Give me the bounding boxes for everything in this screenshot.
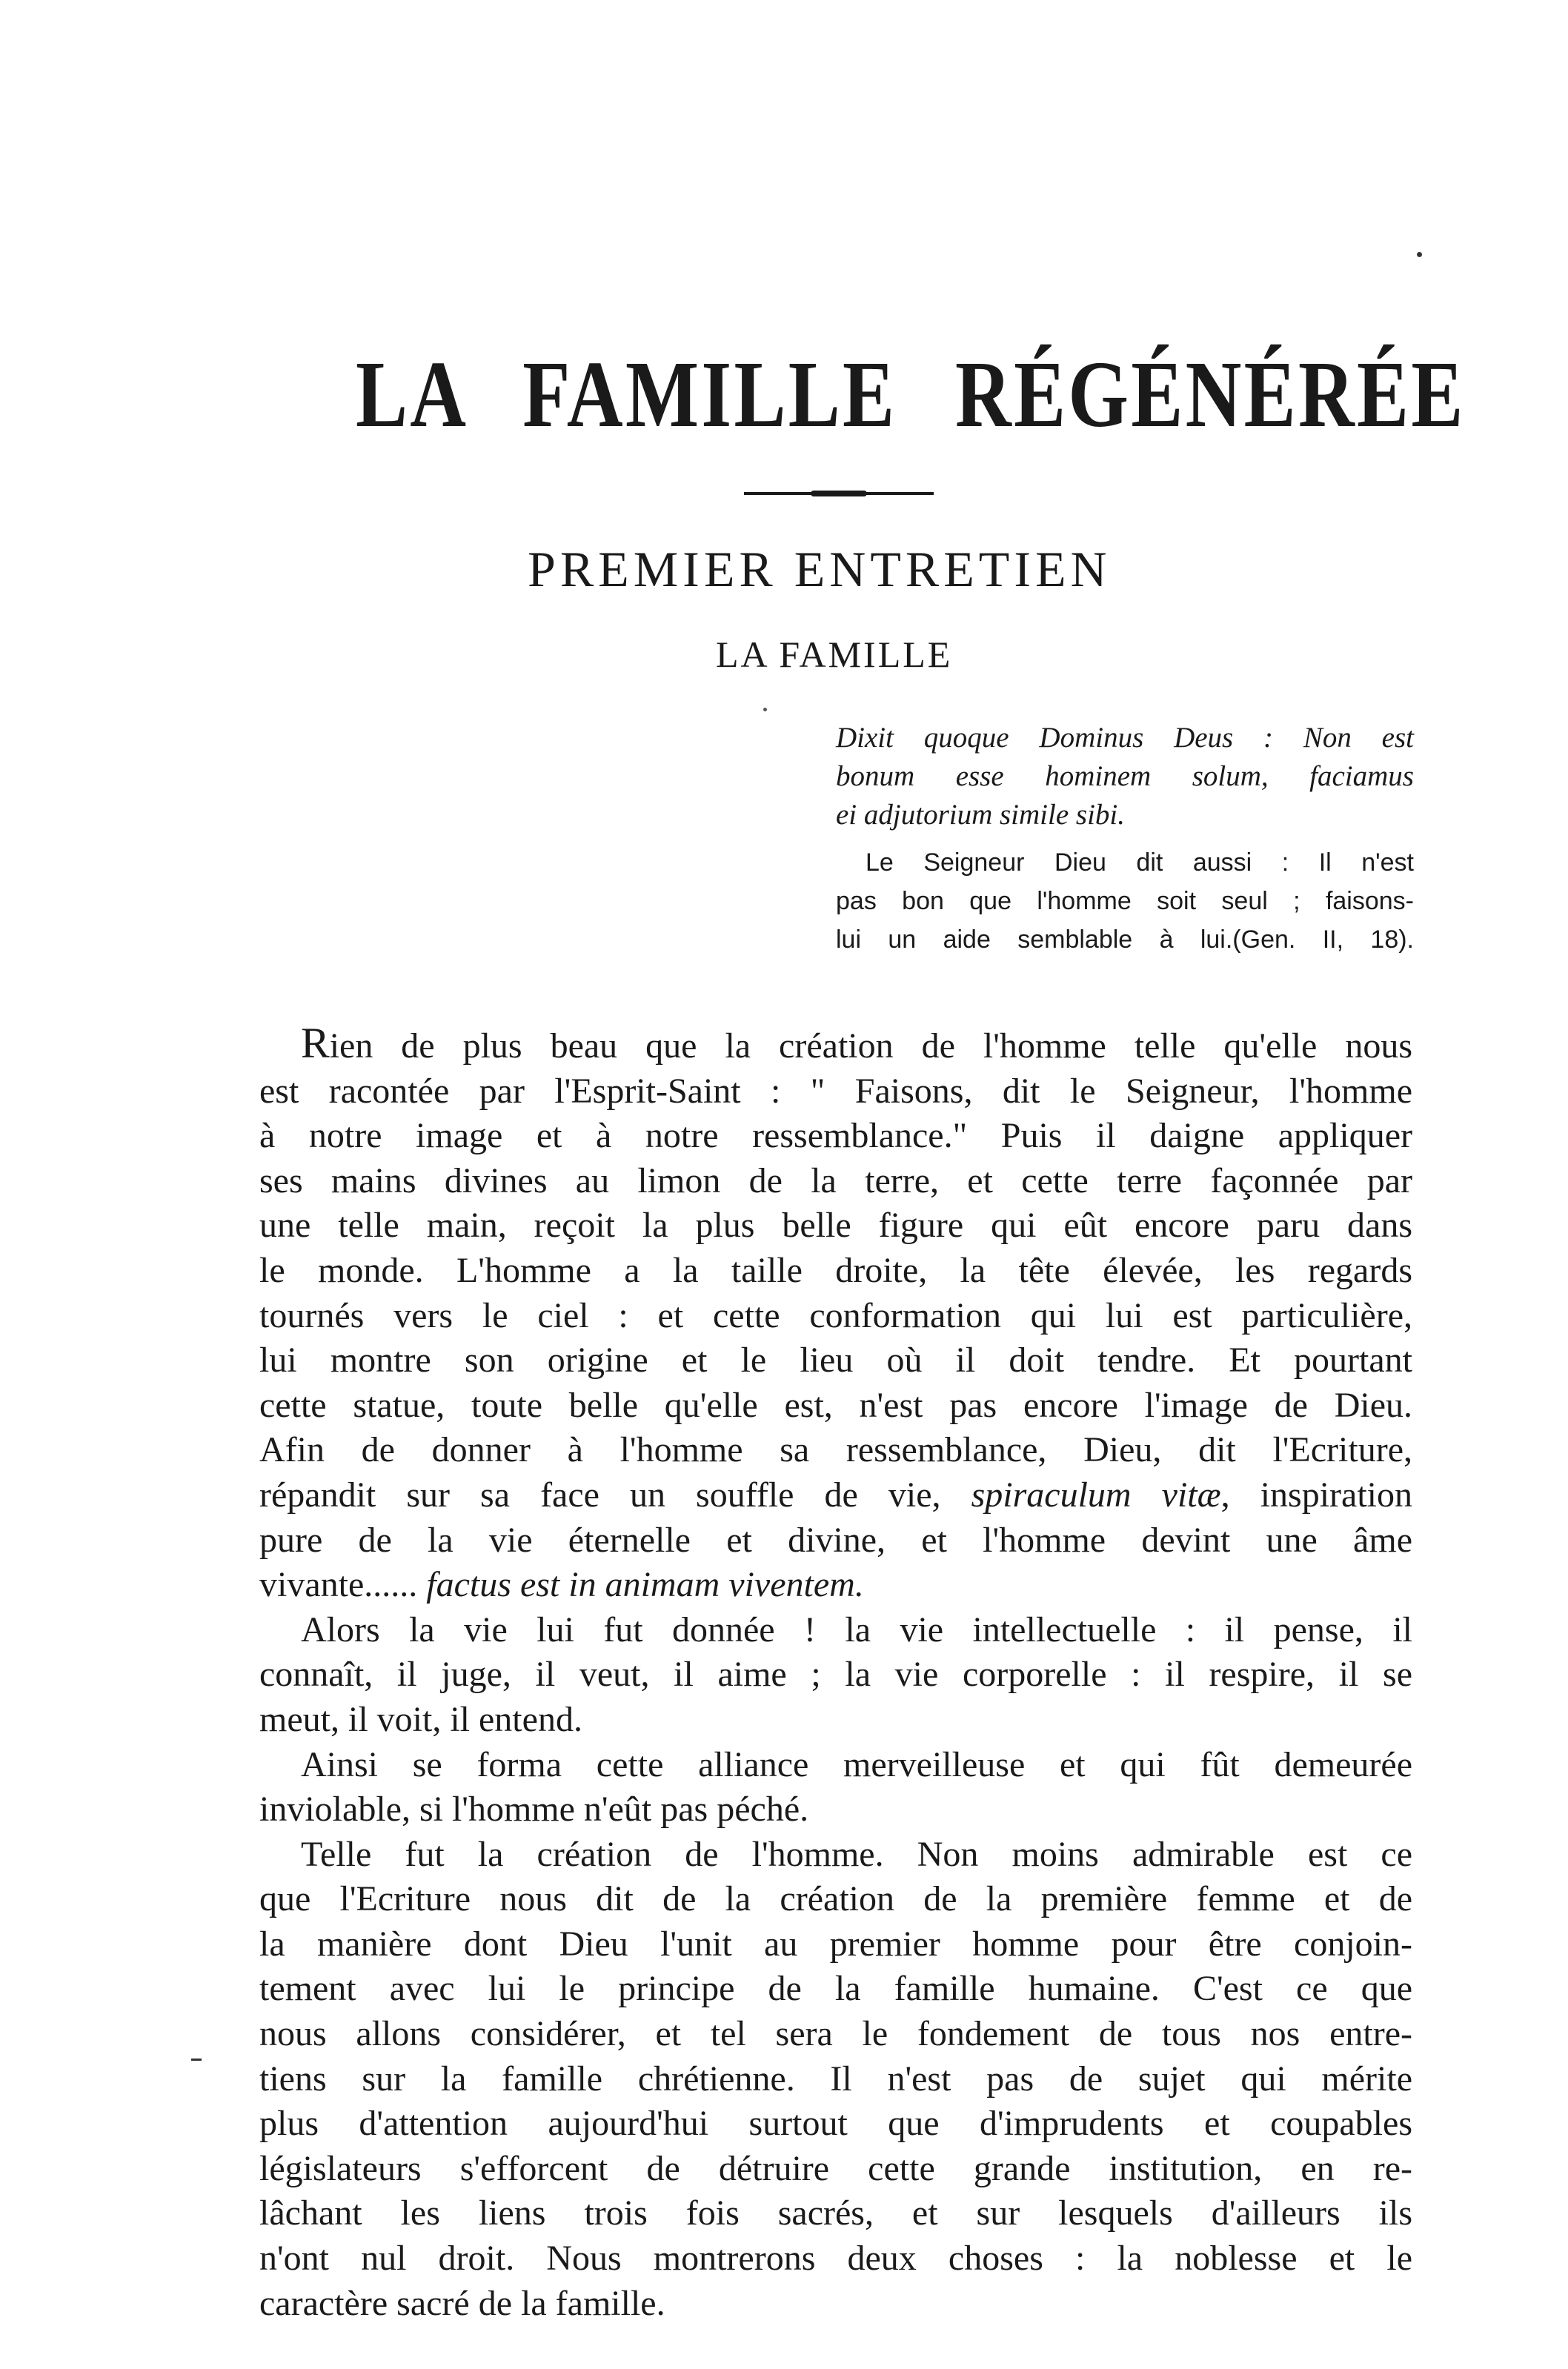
text-line: tement avec lui le principe de la famille humaine. C'est ce que — [259, 1969, 1412, 2009]
initial-letter: R — [301, 1019, 330, 1067]
title-divider-rule — [744, 492, 934, 495]
text-line: une telle main, reçoit la plus belle figure qui eût encore paru dans — [259, 1206, 1412, 1246]
paragraph — [259, 1021, 1412, 1608]
text-line: connaît, il juge, il veut, il aime ; la vie corporelle : il respire, il se — [259, 1655, 1412, 1695]
text-run: ien de plus beau que la création de l'homme telle qu'elle nous — [329, 1026, 1412, 1066]
paragraph — [259, 1743, 1412, 1833]
text-run: répandit sur sa face un souffle de vie, — [259, 1475, 971, 1515]
print-speck — [191, 2059, 202, 2061]
epigraph-latin-line: ei adjutorium simile sibi. — [836, 799, 1125, 831]
text-line: Afin de donner à l'homme sa ressemblance, Dieu, dit l'Ecriture, — [259, 1430, 1412, 1470]
text-line: à notre image et à notre ressemblance." Puis il daigne appliquer — [259, 1116, 1412, 1156]
latin-phrase: spiraculum vitæ — [971, 1475, 1221, 1515]
text-line: la manière dont Dieu l'unit au premier homme pour être conjoin- — [259, 1924, 1412, 1964]
epigraph-french — [836, 843, 1414, 959]
print-speck — [1417, 252, 1422, 257]
text-line: meut, il voit, il entend. — [259, 1699, 582, 1739]
text-line: ses mains divines au limon de la terre, et cette terre façonnée par — [259, 1160, 1412, 1200]
text-line: législateurs s'efforcent de détruire cette grande institution, en re- — [259, 2148, 1412, 2188]
text-line: le monde. L'homme a la taille droite, la tête élevée, les regards — [259, 1250, 1412, 1290]
print-speck — [763, 708, 767, 711]
epigraph — [836, 719, 1414, 959]
main-title: LA FAMILLE RÉGÉNÉRÉE — [356, 342, 1466, 447]
text-line: caractère sacré de la famille. — [259, 2283, 665, 2323]
text-line: Telle fut la création de l'homme. Non moins admirable est ce — [301, 1834, 1412, 1874]
epigraph-latin-line: Dixit quoque Dominus Deus : Non est — [836, 722, 1414, 754]
text-line — [259, 1563, 1412, 1608]
text-run: , inspiration — [1220, 1475, 1413, 1515]
text-line: nous allons considérer, et tel sera le fondement de tous nos entre- — [259, 2014, 1412, 2054]
epigraph-french-line: pas bon que l'homme soit seul ; faisons- — [836, 887, 1414, 915]
text-line: tiens sur la famille chrétienne. Il n'est pas de sujet qui mérite — [259, 2059, 1412, 2099]
text-line: est racontée par l'Esprit-Saint : " Faisons, dit le Seigneur, l'homme — [259, 1071, 1412, 1111]
text-line: cette statue, toute belle qu'elle est, n'est pas encore l'image de Dieu. — [259, 1385, 1412, 1425]
text-line: pure de la vie éternelle et divine, et l'homme devint une âme — [259, 1520, 1412, 1560]
text-line: lâchant les liens trois fois sacrés, et sur lesquels d'ailleurs ils — [259, 2193, 1412, 2233]
text-line: Ainsi se forma cette alliance merveilleuse et qui fût demeurée — [301, 1744, 1412, 1784]
text-line — [259, 1473, 1412, 1518]
paragraph — [259, 1833, 1412, 2327]
text-line: n'ont nul droit. Nous montrerons deux choses : la noblesse et le — [259, 2239, 1412, 2279]
epigraph-latin-line: bonum esse hominem solum, faciamus — [836, 760, 1414, 792]
section-title: LA FAMILLE — [716, 634, 953, 675]
text-line: plus d'attention aujourd'hui surtout que d'imprudents et coupables — [259, 2104, 1412, 2144]
text-line: inviolable, si l'homme n'eût pas péché. — [259, 1790, 809, 1830]
text-line: tournés vers le ciel : et cette conformation qui lui est particulière, — [259, 1295, 1412, 1335]
text-line: Alors la vie lui fut donnée ! la vie intellectuelle : il pense, il — [301, 1609, 1412, 1649]
epigraph-french-line: Le Seigneur Dieu dit aussi : Il n'est — [866, 848, 1414, 877]
text-run: vivante...... — [259, 1565, 427, 1605]
body-text — [259, 1021, 1412, 2326]
paragraph — [259, 1608, 1412, 1743]
epigraph-latin — [836, 719, 1414, 834]
text-line: que l'Ecriture nous dit de la création de la première femme et de — [259, 1879, 1412, 1919]
chapter-subtitle: PREMIER ENTRETIEN — [528, 541, 1112, 597]
text-line: lui montre son origine et le lieu où il doit tendre. Et pourtant — [259, 1340, 1412, 1380]
latin-phrase: factus est in animam viventem. — [426, 1565, 864, 1605]
epigraph-french-line: lui un aide semblable à lui.(Gen. II, 18). — [836, 926, 1414, 954]
text-line — [259, 1021, 1412, 1069]
